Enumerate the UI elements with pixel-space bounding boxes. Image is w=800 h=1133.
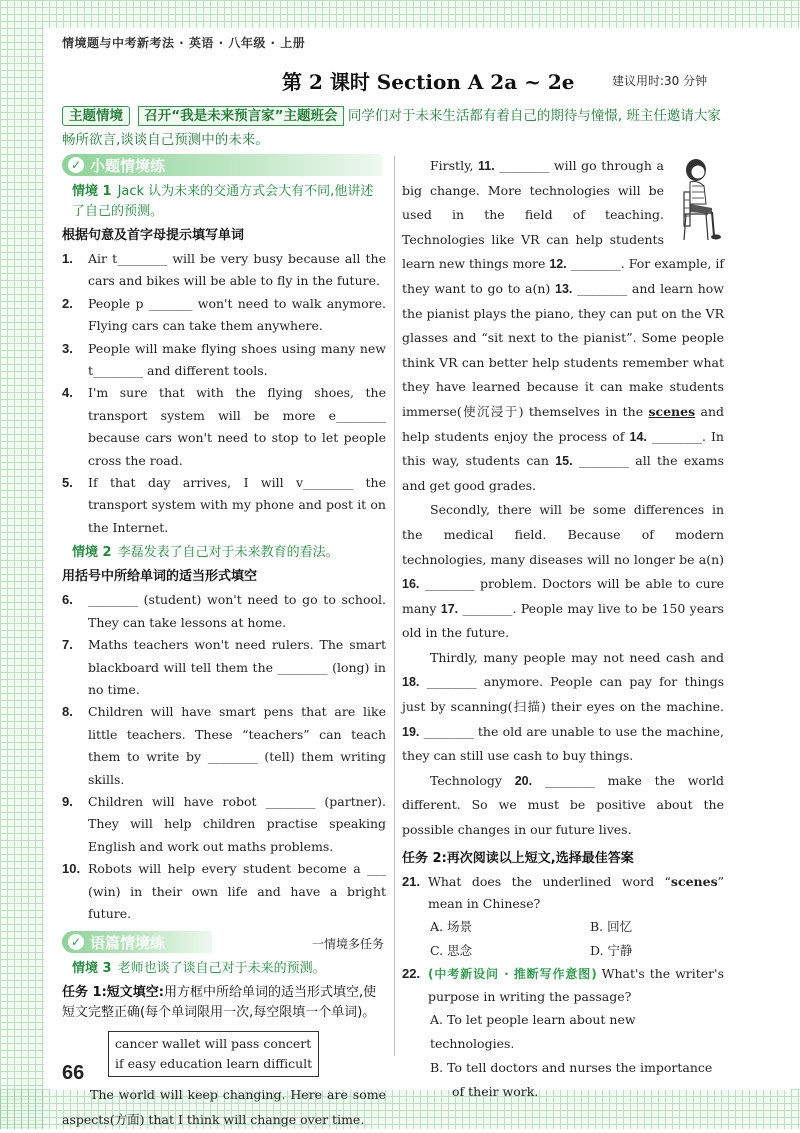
question-number: 8. [62, 704, 73, 720]
question-text: If that day arrives, I will v________ the transport system with my phone and post it on the Internet. [88, 475, 386, 535]
question-number: 10. [62, 861, 81, 877]
blank-number: 16. [402, 577, 420, 592]
question-number: 5. [62, 475, 73, 491]
check-icon: ✓ [68, 157, 84, 173]
underlined-word: scenes [648, 403, 696, 419]
question-3 [62, 338, 386, 383]
section-label: 小题情境练 [90, 157, 166, 175]
question-number: 4. [62, 385, 73, 401]
question-10 [62, 858, 386, 925]
scene-3 [72, 959, 386, 979]
option-b[interactable]: B. 回忆 [590, 919, 633, 935]
question-number: 7. [62, 637, 73, 653]
question-text: What's the writer's purpose in writing the passage? [428, 966, 724, 1004]
option-b[interactable]: B. To tell doctors and nurses the importance of their work. [430, 1060, 713, 1100]
scene-text: 李磊发表了自己对于未来教育的看法。 [117, 545, 339, 561]
question-number: 1. [62, 251, 73, 266]
task-2-title: 任务 2:再次阅读以上短文,选择最佳答案 [402, 850, 634, 866]
text: ________. In this way, students can [402, 428, 724, 469]
question-text: Air t________ will be very busy because all the cars and bikes will be able to fly in the future. [88, 251, 386, 289]
task-1-title: 任务 1:短文填空: [62, 985, 164, 1001]
passage-paragraph-2 [402, 498, 724, 646]
left-column [62, 154, 386, 1133]
theme-tag: 主题情境 [62, 106, 130, 126]
text: and help students enjoy the process of [402, 403, 724, 444]
text: ________ all the exams and get good grades. [402, 453, 724, 493]
column-divider [394, 156, 395, 1056]
scene-2 [72, 543, 386, 563]
theme-title: 召开“我是未来预言家”主题班会 [138, 106, 343, 126]
text: ________. People may live to be 150 years old in the future. [402, 600, 724, 641]
passage-paragraph-3 [402, 646, 724, 769]
question-number: 6. [62, 592, 73, 608]
blank-number: 17. [440, 601, 459, 616]
theme-text: 同学们对于未来生活都有着自己的期待与憧憬, 班主任邀请大家畅所欲言,谈谈自己预测中的未来。 [62, 108, 721, 148]
question-number: 9. [62, 793, 73, 809]
scene-1 [72, 182, 386, 222]
scene-tag: 情境 3 [72, 961, 112, 977]
instruction-2: 用括号中所给单词的适当形式填空 [62, 569, 258, 585]
word-bank-row: if easy education learn difficult [115, 1056, 313, 1072]
suggested-time: 建议用时:30 分钟 [612, 74, 708, 88]
text: Firstly, [430, 158, 479, 173]
blank-number: 20. [514, 773, 533, 788]
word-bank-box [108, 1031, 319, 1077]
section-header-passage [62, 931, 386, 955]
question-2 [62, 293, 386, 338]
passage-intro: The world will keep changing. Here are some aspects(方面) that I think will change over time. [62, 1087, 386, 1127]
lesson-title: 第 2 课时 Section A 2a ~ 2e [282, 70, 575, 94]
question-text: Children will have smart pens that are like little teachers. These “teachers” can teach them to write by ________ (tell) them writing skills. [88, 704, 386, 787]
scene-text: Jack 认为未来的交通方式会大有不同,他讲述了自己的预测。 [72, 184, 374, 219]
text: ________ the old are unable to use the machine, they can still use cash to buy things. [402, 723, 724, 764]
question-text: People will make flying shoes using many new t________ and different tools. [88, 340, 386, 379]
question-number: 3. [62, 340, 73, 356]
question-text: ________ (student) won't need to go to school. They can take lessons at home. [88, 592, 386, 630]
question-9 [62, 791, 386, 858]
blank-number: 13. [555, 281, 573, 296]
girl-on-chair-illustration [672, 156, 724, 242]
check-icon: ✓ [68, 934, 84, 950]
task-1-instruction [62, 983, 386, 1023]
question-text: What does the underlined word “ [428, 873, 671, 889]
question-8 [62, 701, 386, 791]
question-number: 21. [402, 873, 421, 889]
text: ________ and learn how the pianist plays the piano, they can put on the VR glasses and “sit next to the pianist”. Some people think VR can better help students remember what they have learned because it can make students immerse(使沉浸于) themselves in the [402, 280, 724, 419]
question-6 [62, 589, 386, 634]
blank-number: 12. [549, 257, 567, 272]
question-text: ” mean in Chinese? [428, 873, 724, 912]
text: ________ anymore. People can pay for things just by scanning(扫描) their eyes on the machine. [402, 674, 724, 715]
theme-banner [62, 104, 722, 152]
option-d[interactable]: D. 宁静 [590, 943, 633, 959]
question-4 [62, 382, 386, 472]
question-21-options [402, 915, 724, 963]
text: ________ will go through a big change. More technologies will be used in the field of teaching. Technologies like VR can help students learn new things more [402, 158, 664, 272]
section-label: 语篇情境练 [90, 934, 166, 953]
scene-tag: 情境 1 [72, 184, 112, 199]
question-21 [402, 871, 724, 916]
task-1-text: 用方框中所给单词的适当形式填空,使短文完整正确(每个单词限用一次,每空限填一个单词)。 [62, 985, 377, 1021]
question-text: People p _______ won't need to walk anymore. Flying cars can take them anywhere. [88, 295, 386, 334]
question-1 [62, 248, 386, 293]
section-subtitle: 一情境多任务 [311, 937, 384, 952]
passage-paragraph-4 [402, 769, 724, 843]
question-text: I'm sure that with the flying shoes, the transport system will be more e________ because cars won't need to stop to let people cross the road. [88, 385, 386, 468]
option-a[interactable]: A. 场景 [430, 919, 472, 935]
question-5 [62, 472, 386, 539]
scene-text: 老师也谈了谈自己对于未来的预测。 [117, 961, 326, 977]
blank-number: 11. [478, 159, 495, 173]
text: Thirdly, many people may not need cash and [430, 649, 724, 665]
question-source-tag: (中考新设问 · 推断写作意图) [428, 967, 597, 982]
book-title: 情境题与中考新考法 · 英语 · 八年级 · 上册 [62, 36, 306, 50]
text: Secondly, there will be some differences in the medical field. Because of modern technologies, many diseases will no longer be a(n) [402, 502, 724, 567]
right-column [402, 154, 724, 1104]
blank-number: 15. [555, 454, 573, 469]
question-text: Maths teachers won't need rulers. The smart blackboard will tell them the ________ (long) in no time. [88, 637, 386, 697]
page-number: 66 [62, 1062, 85, 1084]
option-c[interactable]: C. 思念 [430, 943, 473, 959]
decorative-grid-top [0, 0, 800, 28]
question-number: 22. [402, 966, 421, 982]
blank-number: 14. [629, 429, 647, 444]
section-header-practice [62, 154, 386, 178]
instruction-1: 根据句意及首字母提示填写单词 [62, 228, 245, 243]
question-text: Robots will help every student become a ___ (win) in their own life and have a bright future. [88, 861, 386, 921]
question-22 [402, 963, 724, 1008]
decorative-grid-left [0, 28, 44, 1129]
text: ________ make the world different. So we must be positive about the possible changes in our future lives. [402, 772, 725, 838]
text: Technology [430, 772, 515, 788]
text: ________. For example, if they want to go to a(n) [402, 256, 724, 296]
blank-number: 18. [402, 675, 420, 690]
question-7 [62, 634, 386, 701]
question-text: Children will have robot ________ (partner). They will help children practise speaking English and work out maths problems. [88, 793, 386, 854]
quoted-word: scenes [670, 873, 718, 889]
word-bank-row: cancer wallet will pass concert [115, 1036, 312, 1052]
scene-tag: 情境 2 [72, 545, 112, 561]
blank-number: 19. [402, 724, 420, 739]
text: ________ problem. Doctors will be able to cure many [402, 576, 724, 616]
option-a[interactable]: A. To let people learn about new technologies. [430, 1012, 636, 1052]
question-number: 2. [62, 295, 73, 311]
